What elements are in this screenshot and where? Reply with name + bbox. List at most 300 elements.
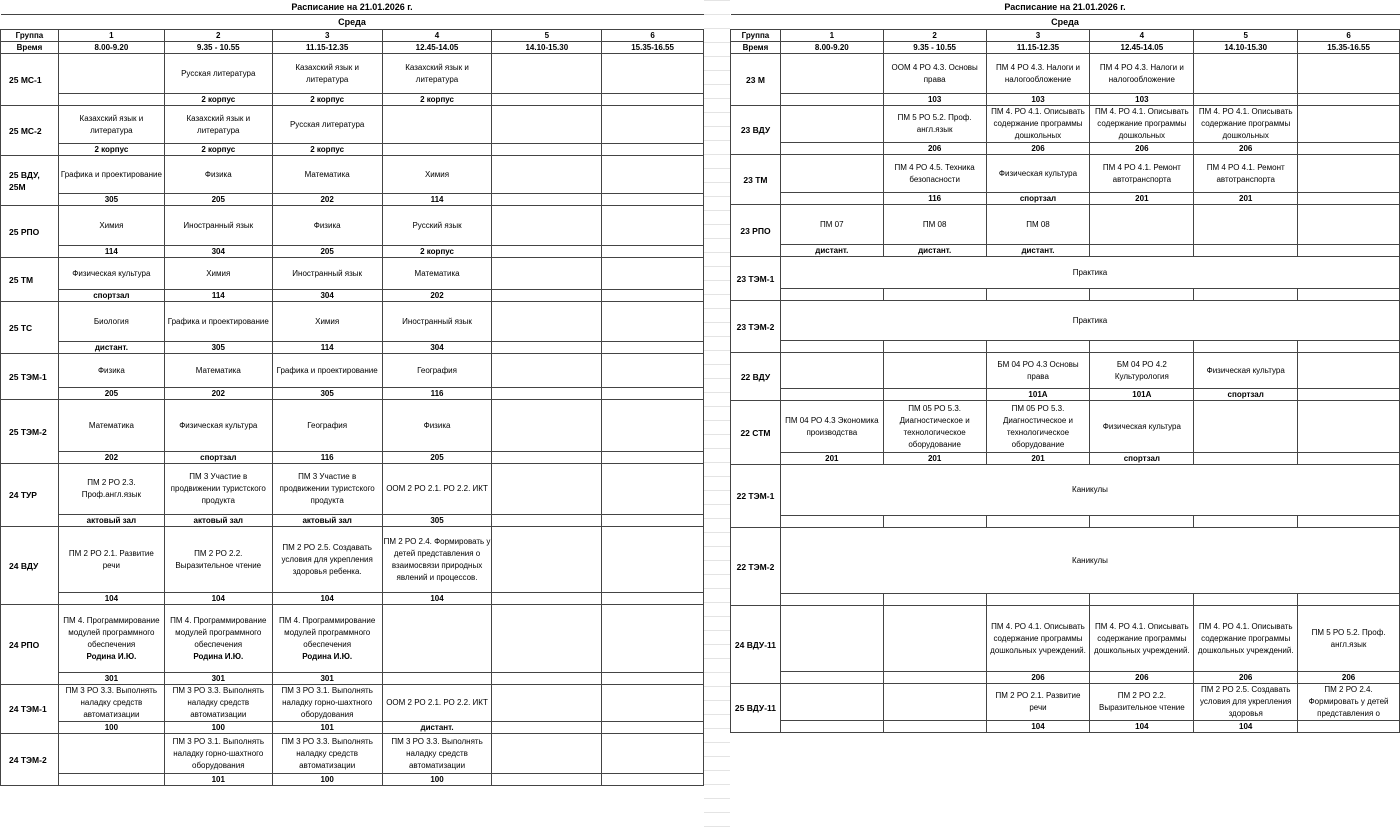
room-cell xyxy=(602,722,704,734)
period-number: 3 xyxy=(272,30,382,42)
room-cell xyxy=(382,144,492,156)
subject-cell xyxy=(602,354,704,388)
group-label: 23 ТМ xyxy=(731,155,781,205)
subject-cell: Химия xyxy=(382,156,492,194)
subject-cell: ПМ 07 xyxy=(780,205,883,245)
room-cell xyxy=(883,721,986,733)
period-time: 15.35-16.55 xyxy=(1298,42,1400,54)
room-cell: 205 xyxy=(272,246,382,258)
room-cell xyxy=(986,289,1090,301)
subject-cell xyxy=(492,302,602,342)
room-cell: актовый зал xyxy=(164,515,272,527)
subject-cell: Русский язык xyxy=(382,206,492,246)
schedule-subject-row xyxy=(1,734,704,774)
schedule-room-row xyxy=(731,245,1400,257)
schedule-room-row xyxy=(731,594,1400,606)
schedule-title: Расписание на 21.01.2026 г. xyxy=(731,0,1400,15)
room-cell xyxy=(1298,94,1400,106)
schedule-room-row xyxy=(1,452,704,464)
subject-cell: Биология xyxy=(58,302,164,342)
room-cell xyxy=(602,194,704,206)
schedule-room-row xyxy=(1,722,704,734)
room-cell: 104 xyxy=(1194,721,1298,733)
room-cell xyxy=(492,515,602,527)
room-cell: спортзал xyxy=(58,290,164,302)
panel-gap xyxy=(704,0,730,829)
subject-cell xyxy=(780,54,883,94)
subject-cell: ПМ 3 РО 3.3. Выполнять наладку средств автоматизации xyxy=(382,734,492,774)
subject-cell xyxy=(58,54,164,94)
subject-cell: ПМ 4 РО 4.3. Налоги и налогообложение xyxy=(986,54,1090,94)
room-cell: 304 xyxy=(382,342,492,354)
room-cell: 103 xyxy=(986,94,1090,106)
schedule-room-row xyxy=(731,289,1400,301)
day-name: Среда xyxy=(1,15,704,30)
subject-cell: ПМ 2 РО 2.1. Развитие речи xyxy=(986,684,1090,721)
subject-cell: ООМ 2 РО 2.1. РО 2.2. ИКТ xyxy=(382,685,492,722)
room-cell xyxy=(492,722,602,734)
period-number: 5 xyxy=(1194,30,1298,42)
schedule-subject-row xyxy=(731,205,1400,245)
subject-cell: Графика и проектирование xyxy=(272,354,382,388)
subject-cell: Казахский язык и литература xyxy=(272,54,382,94)
room-cell: 202 xyxy=(272,194,382,206)
room-cell xyxy=(602,246,704,258)
group-label: 25 РПО xyxy=(1,206,59,258)
subject-cell: БМ 04 РО 4.2 Культурология xyxy=(1090,353,1194,389)
room-cell: 201 xyxy=(1194,193,1298,205)
subject-cell: География xyxy=(382,354,492,388)
room-cell xyxy=(602,388,704,400)
room-cell: 206 xyxy=(1194,672,1298,684)
subject-cell: ООМ 2 РО 2.1. РО 2.2. ИКТ xyxy=(382,464,492,515)
room-cell xyxy=(492,774,602,786)
merged-status-cell: Практика xyxy=(780,257,1399,289)
schedule-subject-row xyxy=(731,401,1400,453)
subject-cell xyxy=(382,605,492,673)
schedule-room-row xyxy=(731,193,1400,205)
room-cell: 100 xyxy=(272,774,382,786)
room-cell: 2 корпус xyxy=(164,94,272,106)
subject-cell: Математика xyxy=(382,258,492,290)
room-cell xyxy=(1194,245,1298,257)
schedule-room-row xyxy=(731,341,1400,353)
subject-cell xyxy=(492,258,602,290)
subject-text: ПМ 4. Программирование модулей программного обеспечения xyxy=(170,615,267,649)
room-cell xyxy=(1090,289,1194,301)
subject-cell: Иностранный язык xyxy=(382,302,492,342)
period-number: 1 xyxy=(780,30,883,42)
group-label: 25 МС-1 xyxy=(1,54,59,106)
subject-cell: ПМ 4 РО 4.3. Налоги и налогообложение xyxy=(1090,54,1194,94)
schedule-room-row xyxy=(1,388,704,400)
room-cell xyxy=(1194,594,1298,606)
schedule-subject-row xyxy=(1,400,704,452)
subject-cell: ПМ 2 РО 2.2. Выразительное чтение xyxy=(1090,684,1194,721)
room-cell xyxy=(1298,193,1400,205)
subject-cell: Физическая культура xyxy=(1194,353,1298,389)
subject-cell xyxy=(602,527,704,593)
schedule-room-row xyxy=(731,389,1400,401)
room-cell: 100 xyxy=(164,722,272,734)
room-cell xyxy=(602,144,704,156)
room-cell: 201 xyxy=(883,453,986,465)
room-cell xyxy=(1090,594,1194,606)
subject-cell: Физика xyxy=(272,206,382,246)
group-label: 23 ТЭМ-2 xyxy=(731,301,781,353)
subject-cell xyxy=(492,354,602,388)
schedule-subject-row xyxy=(1,156,704,194)
teacher-name: Родина И.Ю. xyxy=(302,651,353,661)
schedule-table-left xyxy=(0,0,704,786)
room-cell xyxy=(492,246,602,258)
subject-text: ПМ 4. Программирование модулей программного обеспечения xyxy=(279,615,376,649)
room-cell: 206 xyxy=(986,672,1090,684)
subject-cell xyxy=(164,605,272,673)
subject-cell: Химия xyxy=(58,206,164,246)
room-cell xyxy=(602,452,704,464)
room-cell: 114 xyxy=(164,290,272,302)
room-cell xyxy=(492,673,602,685)
subject-cell xyxy=(492,527,602,593)
room-cell: 2 корпус xyxy=(164,144,272,156)
room-cell: 104 xyxy=(986,721,1090,733)
room-cell: спортзал xyxy=(164,452,272,464)
teacher-name: Родина И.Ю. xyxy=(193,651,244,661)
subject-cell xyxy=(883,684,986,721)
room-cell: 305 xyxy=(58,194,164,206)
schedule-room-row xyxy=(1,290,704,302)
period-number: 3 xyxy=(986,30,1090,42)
room-cell xyxy=(602,94,704,106)
room-cell: 206 xyxy=(1194,143,1298,155)
room-cell: 2 корпус xyxy=(58,144,164,156)
subject-cell: ПМ 2 РО 2.4. Формировать у детей представления о взаимосвязи природных явлений и процессов. xyxy=(382,527,492,593)
schedule-subject-row xyxy=(731,155,1400,193)
subject-cell xyxy=(780,106,883,143)
room-cell: 2 корпус xyxy=(382,94,492,106)
merged-status-cell: Каникулы xyxy=(780,465,1399,516)
room-cell: 114 xyxy=(382,194,492,206)
schedule-room-row xyxy=(1,673,704,685)
subject-cell xyxy=(492,54,602,94)
room-cell xyxy=(883,672,986,684)
room-cell xyxy=(382,673,492,685)
schedule-subject-row xyxy=(731,257,1400,289)
room-cell xyxy=(602,593,704,605)
subject-cell xyxy=(780,353,883,389)
subject-cell: Русская литература xyxy=(164,54,272,94)
group-label: 24 РПО xyxy=(1,605,59,685)
period-number: 4 xyxy=(1090,30,1194,42)
schedule-subject-row xyxy=(731,353,1400,389)
subject-cell xyxy=(272,605,382,673)
room-cell xyxy=(780,193,883,205)
subject-cell: ПМ 4. РО 4.1. Описывать содержание программы дошкольных xyxy=(1194,106,1298,143)
subject-cell xyxy=(602,156,704,194)
room-cell: 103 xyxy=(883,94,986,106)
subject-cell xyxy=(602,605,704,673)
subject-cell: ПМ 2 РО 2.5. Создавать условия для укрепления здоровья ребенка. xyxy=(272,527,382,593)
subject-cell xyxy=(602,54,704,94)
room-cell: актовый зал xyxy=(58,515,164,527)
schedule-room-row xyxy=(1,144,704,156)
room-cell: 104 xyxy=(1090,721,1194,733)
room-cell: 301 xyxy=(272,673,382,685)
room-cell: 101 xyxy=(164,774,272,786)
subject-cell: ПМ 2 РО 2.4. Формировать у детей представления о xyxy=(1298,684,1400,721)
room-cell xyxy=(780,594,883,606)
room-cell: спортзал xyxy=(986,193,1090,205)
room-cell xyxy=(492,94,602,106)
subject-cell xyxy=(602,464,704,515)
subject-cell: ПМ 08 xyxy=(986,205,1090,245)
room-cell xyxy=(602,342,704,354)
room-cell xyxy=(602,774,704,786)
subject-cell xyxy=(58,734,164,774)
room-cell: 205 xyxy=(58,388,164,400)
room-cell: 202 xyxy=(382,290,492,302)
teacher-name: Родина И.Ю. xyxy=(86,651,137,661)
subject-cell xyxy=(883,353,986,389)
group-label: 22 ВДУ xyxy=(731,353,781,401)
group-header: Группа xyxy=(731,30,781,42)
group-label: 23 ВДУ xyxy=(731,106,781,155)
subject-cell xyxy=(1298,54,1400,94)
subject-cell: Физика xyxy=(58,354,164,388)
subject-cell: Физическая культура xyxy=(58,258,164,290)
period-header-row xyxy=(731,30,1400,42)
group-label: 25 ВДУ-11 xyxy=(731,684,781,733)
schedule-subject-row xyxy=(731,54,1400,94)
room-cell: 104 xyxy=(164,593,272,605)
subject-cell xyxy=(602,106,704,144)
subject-cell: ПМ 4 РО 4.5. Техника безопасности xyxy=(883,155,986,193)
schedule-room-row xyxy=(731,672,1400,684)
group-label: 24 ВДУ-11 xyxy=(731,606,781,684)
room-cell: 202 xyxy=(58,452,164,464)
subject-cell: ПМ 3 РО 3.3. Выполнять наладку средств автоматизации xyxy=(164,685,272,722)
room-cell: 304 xyxy=(272,290,382,302)
schedule-subject-row xyxy=(1,258,704,290)
subject-cell: Казахский язык и литература xyxy=(164,106,272,144)
subject-cell: Иностранный язык xyxy=(272,258,382,290)
room-cell xyxy=(492,388,602,400)
period-time: 14.10-15.30 xyxy=(492,42,602,54)
room-cell xyxy=(1194,94,1298,106)
subject-cell xyxy=(492,464,602,515)
room-cell: 206 xyxy=(1298,672,1400,684)
subject-cell: Физическая культура xyxy=(1090,401,1194,453)
subject-cell: Физика xyxy=(382,400,492,452)
period-time: 9.35 - 10.55 xyxy=(164,42,272,54)
room-cell xyxy=(883,516,986,528)
room-cell xyxy=(492,194,602,206)
subject-cell: Математика xyxy=(164,354,272,388)
period-number: 2 xyxy=(883,30,986,42)
group-label: 23 РПО xyxy=(731,205,781,257)
subject-cell: ПМ 4. РО 4.1. Описывать содержание программы дошкольных учреждений. xyxy=(1194,606,1298,672)
subject-cell: ПМ 2 РО 2.2. Выразительное чтение xyxy=(164,527,272,593)
subject-text: ПМ 4. Программирование модулей программного обеспечения xyxy=(63,615,160,649)
room-cell: спортзал xyxy=(1090,453,1194,465)
room-cell: 301 xyxy=(58,673,164,685)
subject-cell: ООМ 4 РО 4.3. Основы права xyxy=(883,54,986,94)
schedule-room-row xyxy=(731,94,1400,106)
room-cell xyxy=(1194,341,1298,353)
group-label: 24 ВДУ xyxy=(1,527,59,605)
room-cell: 101А xyxy=(1090,389,1194,401)
subject-cell: ПМ 04 РО 4.3 Экономика производства xyxy=(780,401,883,453)
subject-cell xyxy=(58,605,164,673)
room-cell: 116 xyxy=(382,388,492,400)
room-cell xyxy=(58,94,164,106)
time-header: Время xyxy=(731,42,781,54)
room-cell xyxy=(780,516,883,528)
room-cell: 201 xyxy=(780,453,883,465)
subject-cell: БМ 04 РО 4.3 Основы права xyxy=(986,353,1090,389)
group-label: 25 ТЭМ-1 xyxy=(1,354,59,400)
subject-cell: ПМ 2 РО 2.3. Проф.англ.язык xyxy=(58,464,164,515)
room-cell xyxy=(780,389,883,401)
room-cell xyxy=(1090,341,1194,353)
schedule-room-row xyxy=(1,94,704,106)
room-cell: 206 xyxy=(986,143,1090,155)
room-cell: 305 xyxy=(164,342,272,354)
subject-cell: Химия xyxy=(272,302,382,342)
room-cell: 206 xyxy=(883,143,986,155)
schedule-room-row xyxy=(731,721,1400,733)
subject-cell xyxy=(1298,155,1400,193)
subject-cell xyxy=(602,258,704,290)
room-cell xyxy=(1298,453,1400,465)
group-label: 23 ТЭМ-1 xyxy=(731,257,781,301)
room-cell: 114 xyxy=(272,342,382,354)
room-cell: 104 xyxy=(58,593,164,605)
group-label: 25 ТЭМ-2 xyxy=(1,400,59,464)
schedule-subject-row xyxy=(731,528,1400,594)
subject-cell xyxy=(1194,205,1298,245)
schedule-room-row xyxy=(1,194,704,206)
room-cell xyxy=(883,389,986,401)
room-cell xyxy=(1090,516,1194,528)
schedule-subject-row xyxy=(1,302,704,342)
subject-cell xyxy=(1298,205,1400,245)
period-time: 8.00-9.20 xyxy=(58,42,164,54)
room-cell xyxy=(1298,245,1400,257)
room-cell xyxy=(986,341,1090,353)
room-cell: 206 xyxy=(1090,672,1194,684)
subject-cell: ПМ 5 РО 5.2. Проф. англ.язык xyxy=(883,106,986,143)
room-cell: 104 xyxy=(272,593,382,605)
subject-cell xyxy=(492,734,602,774)
subject-cell: Казахский язык и литература xyxy=(382,54,492,94)
period-number: 6 xyxy=(602,30,704,42)
subject-cell xyxy=(492,106,602,144)
room-cell: дистант. xyxy=(883,245,986,257)
subject-cell: Математика xyxy=(272,156,382,194)
room-cell xyxy=(1298,721,1400,733)
schedule-room-row xyxy=(1,342,704,354)
room-cell xyxy=(1194,453,1298,465)
subject-cell: ПМ 3 РО 3.3. Выполнять наладку средств автоматизации xyxy=(58,685,164,722)
period-header-row xyxy=(1,30,704,42)
room-cell xyxy=(602,673,704,685)
subject-cell xyxy=(492,685,602,722)
subject-cell: Казахский язык и литература xyxy=(58,106,164,144)
period-time: 9.35 - 10.55 xyxy=(883,42,986,54)
room-cell: 305 xyxy=(382,515,492,527)
subject-cell: ПМ 3 Участие в продвижении туристского продукта xyxy=(272,464,382,515)
schedule-subject-row xyxy=(731,301,1400,341)
room-cell xyxy=(602,290,704,302)
subject-cell xyxy=(1194,401,1298,453)
room-cell xyxy=(492,593,602,605)
room-cell: 101 xyxy=(272,722,382,734)
schedule-subject-row xyxy=(1,605,704,673)
room-cell: 100 xyxy=(382,774,492,786)
period-number: 2 xyxy=(164,30,272,42)
group-label: 24 ТУР xyxy=(1,464,59,527)
schedule-table-right xyxy=(730,0,1400,733)
period-time: 8.00-9.20 xyxy=(780,42,883,54)
subject-cell: ПМ 4. РО 4.1. Описывать содержание программы дошкольных учреждений. xyxy=(1090,606,1194,672)
room-cell: 104 xyxy=(382,593,492,605)
subject-cell: География xyxy=(272,400,382,452)
subject-cell: ПМ 05 РО 5.3. Диагностическое и технологическое оборудование xyxy=(986,401,1090,453)
period-number: 4 xyxy=(382,30,492,42)
subject-cell xyxy=(602,302,704,342)
subject-cell xyxy=(602,734,704,774)
subject-cell: ПМ 05 РО 5.3. Диагностическое и технологическое оборудование xyxy=(883,401,986,453)
room-cell xyxy=(1090,245,1194,257)
group-label: 24 ТЭМ-2 xyxy=(1,734,59,786)
room-cell: дистант. xyxy=(382,722,492,734)
schedule-subject-row xyxy=(731,465,1400,516)
room-cell xyxy=(1298,516,1400,528)
room-cell: 116 xyxy=(272,452,382,464)
subject-cell: ПМ 08 xyxy=(883,205,986,245)
period-time: 15.35-16.55 xyxy=(602,42,704,54)
group-label: 25 МС-2 xyxy=(1,106,59,156)
schedule-subject-row xyxy=(731,606,1400,672)
group-label: 25 ТМ xyxy=(1,258,59,302)
room-cell xyxy=(780,94,883,106)
schedule-subject-row xyxy=(1,685,704,722)
room-cell xyxy=(1194,516,1298,528)
subject-cell: Физическая культура xyxy=(164,400,272,452)
room-cell: дистант. xyxy=(58,342,164,354)
group-label: 25 ТС xyxy=(1,302,59,354)
subject-cell: ПМ 3 РО 3.1. Выполнять наладку горно-шахтного оборудования xyxy=(164,734,272,774)
room-cell xyxy=(1298,389,1400,401)
subject-cell: Математика xyxy=(58,400,164,452)
room-cell: 205 xyxy=(164,194,272,206)
room-cell: 206 xyxy=(1090,143,1194,155)
subject-cell: Русская литература xyxy=(272,106,382,144)
room-cell: 305 xyxy=(272,388,382,400)
group-label: 25 ВДУ, 25М xyxy=(1,156,59,206)
day-name: Среда xyxy=(731,15,1400,30)
room-cell: 201 xyxy=(1090,193,1194,205)
schedule-subject-row xyxy=(1,106,704,144)
room-cell: 201 xyxy=(986,453,1090,465)
room-cell xyxy=(492,342,602,354)
subject-cell xyxy=(1298,106,1400,143)
subject-cell: ПМ 2 РО 2.1. Развитие речи xyxy=(58,527,164,593)
schedule-room-row xyxy=(1,515,704,527)
room-cell: 301 xyxy=(164,673,272,685)
